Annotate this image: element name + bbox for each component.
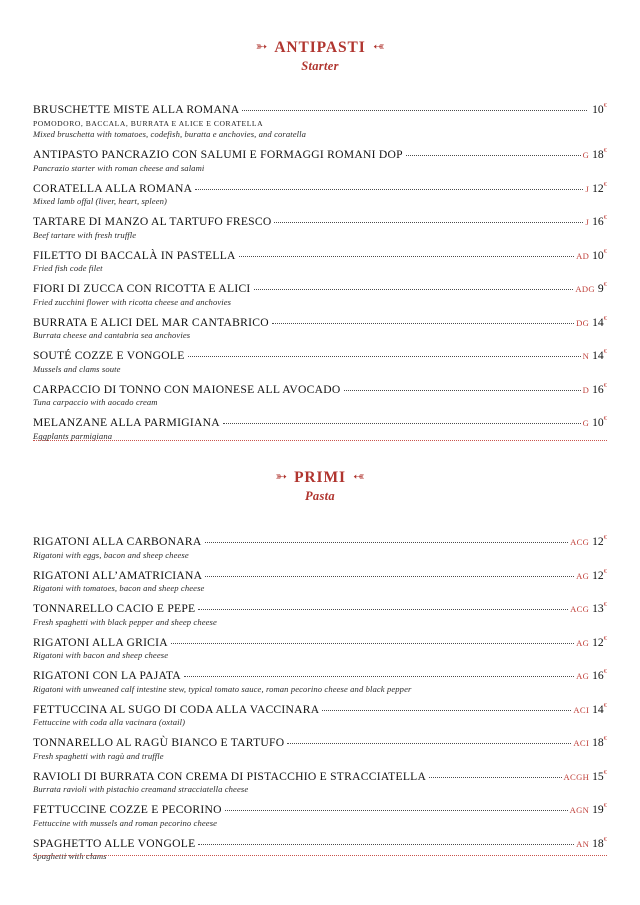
price-amount: 18 <box>592 836 604 850</box>
menu-item <box>33 103 607 139</box>
fleuron-ornament-left-icon: ➳ <box>275 469 288 485</box>
menu-item-price <box>592 803 607 816</box>
menu-item-description: Eggplants parmigiana <box>33 430 113 441</box>
euro-currency-icon: € <box>603 735 607 743</box>
menu-item <box>33 535 607 560</box>
dot-leader <box>287 742 571 744</box>
euro-currency-icon: € <box>603 415 607 423</box>
section-divider-top <box>33 440 607 441</box>
menu-item-price <box>592 148 607 161</box>
menu-item-line <box>33 602 607 615</box>
price-amount: 12 <box>592 535 604 548</box>
menu-item <box>33 383 607 408</box>
section-title-antipasti: ANTIPASTI <box>274 39 366 56</box>
dot-leader <box>205 541 569 543</box>
menu-item-name: SOUTÉ COZZE E VONGOLE <box>33 349 185 362</box>
section-title-row <box>33 40 607 56</box>
price-amount: 14 <box>592 702 604 716</box>
section-subtitle-primi: Pasta <box>305 488 335 503</box>
menu-item-line <box>33 837 607 850</box>
euro-currency-icon: € <box>603 701 607 709</box>
allergen-codes: ACG <box>570 537 590 547</box>
price-amount: 16 <box>592 215 604 228</box>
euro-currency-icon: € <box>603 281 607 289</box>
euro-currency-icon: € <box>603 314 607 322</box>
menu-item-description: Fettuccine with mussels and roman pecorino cheese <box>33 817 218 828</box>
menu-item-line <box>33 103 607 116</box>
dotted-rule <box>33 440 607 441</box>
menu-item-name: CARPACCIO DI TONNO CON MAIONESE ALL AVOCADO <box>33 382 341 396</box>
dot-leader <box>239 255 574 257</box>
menu-item-line <box>33 182 607 195</box>
menu-item-line <box>33 316 607 329</box>
menu-item-name: RIGATONI CON LA PAJATA <box>33 669 181 682</box>
menu-item-ingredients: POMODORO, BACCALA, BURRATA E ALICE E CORATELLA <box>33 118 264 128</box>
euro-currency-icon: € <box>603 768 607 776</box>
fleuron-ornament-left-icon: ➳ <box>255 39 268 55</box>
menu-item-price <box>592 383 607 396</box>
menu-item-name: BURRATA E ALICI DEL MAR CANTABRICO <box>33 315 269 329</box>
price-amount: 13 <box>592 602 604 615</box>
menu-item-description: Fettuccine with coda alla vacinara (oxtail) <box>33 717 186 727</box>
price-amount: 10 <box>592 103 604 116</box>
euro-currency-icon: € <box>603 247 607 255</box>
menu-item-name: TARTARE DI MANZO AL TARTUFO FRESCO <box>33 215 272 228</box>
dotted-rule <box>33 855 607 856</box>
menu-item-price <box>592 636 607 649</box>
menu-item-description: Burrata ravioli with pistachio creamand stracciatella cheese <box>33 784 249 794</box>
menu-item-description: Rigatoni with unweaned calf intestine stew, typical tomato sauce, roman pecorino cheese and black pepper <box>33 683 412 694</box>
allergen-codes: AG <box>576 671 590 681</box>
menu-item-description: Fresh spaghetti with black pepper and sheep cheese <box>33 616 217 627</box>
price-amount: 18 <box>592 148 604 161</box>
menu-item-price <box>592 736 607 749</box>
allergen-codes: J <box>585 217 590 227</box>
dot-leader <box>429 776 561 778</box>
menu-item-name: TONNARELLO AL RAGÙ BIANCO E TARTUFO <box>33 736 285 749</box>
menu-item-name: RIGATONI ALLA GRICIA <box>33 635 168 649</box>
menu-item <box>33 249 607 274</box>
menu-item <box>33 837 607 862</box>
menu-item-line <box>33 416 607 429</box>
menu-items-primi <box>33 535 607 870</box>
menu-item-price <box>592 770 607 783</box>
price-amount: 16 <box>592 382 604 396</box>
menu-item-name: FETTUCCINE COZZE E PECORINO <box>33 803 222 816</box>
menu-item-description: Mixed lamb offal (liver, heart, spleen) <box>33 196 167 206</box>
menu-item-name: RIGATONI ALL’AMATRICIANA <box>33 568 203 582</box>
menu-item <box>33 182 607 207</box>
price-amount: 12 <box>592 635 604 649</box>
menu-item <box>33 569 607 594</box>
allergen-codes: D <box>582 384 590 395</box>
fleuron-ornament-right-icon: ➳ <box>372 39 385 55</box>
price-amount: 14 <box>592 349 604 362</box>
menu-item-line <box>33 383 607 396</box>
price-amount: 19 <box>592 803 604 816</box>
allergen-codes: DG <box>576 317 590 328</box>
menu-item-price <box>592 349 607 362</box>
dot-leader <box>198 608 568 610</box>
menu-item-description: Rigatoni with eggs, bacon and sheep cheese <box>33 549 189 560</box>
section-title-primi: PRIMI <box>294 469 346 486</box>
euro-currency-icon: € <box>603 381 607 389</box>
menu-item-line <box>33 669 607 682</box>
menu-item <box>33 736 607 761</box>
menu-item-line <box>33 770 607 783</box>
menu-item-description: Tuna carpaccio with aocado cream <box>33 397 158 407</box>
menu-items-antipasti <box>33 103 607 450</box>
menu-item-price <box>592 703 607 716</box>
menu-item-line <box>33 535 607 548</box>
menu-item-price <box>592 249 607 262</box>
menu-item-name: MELANZANE ALLA PARMIGIANA <box>33 416 220 429</box>
euro-currency-icon: € <box>603 634 607 642</box>
allergen-codes: AD <box>576 250 590 261</box>
menu-item-name: FETTUCCINA AL SUGO DI CODA ALLA VACCINARA <box>33 702 320 716</box>
menu-item <box>33 770 607 795</box>
price-amount: 16 <box>592 669 604 682</box>
allergen-codes: G <box>582 418 590 428</box>
menu-item-name: RIGATONI ALLA CARBONARA <box>33 535 202 548</box>
menu-item-price <box>592 416 607 429</box>
menu-item <box>33 636 607 661</box>
menu-item-description: Beef tartare with fresh truffle <box>33 229 137 240</box>
dot-leader <box>205 575 574 577</box>
dot-leader <box>198 843 574 845</box>
dot-leader <box>184 675 574 677</box>
menu-item-description: Fresh spaghetti with ragù and truffle <box>33 750 164 761</box>
dot-leader <box>322 709 571 711</box>
euro-currency-icon: € <box>603 348 607 356</box>
dot-leader <box>274 221 583 223</box>
allergen-codes: ACGH <box>563 771 590 782</box>
euro-currency-icon: € <box>603 668 607 676</box>
allergen-codes: ACI <box>573 738 590 748</box>
allergen-codes: ADG <box>575 284 595 294</box>
menu-item-price <box>592 182 607 195</box>
menu-item-line <box>33 703 607 716</box>
fleuron-ornament-right-icon: ➳ <box>352 469 365 485</box>
euro-currency-icon: € <box>603 835 607 843</box>
menu-item-price <box>592 837 607 850</box>
menu-item-name: SPAGHETTO ALLE VONGOLE <box>33 836 196 850</box>
menu-item-price <box>592 669 607 682</box>
menu-item <box>33 215 607 240</box>
menu-item-name: RAVIOLI DI BURRATA CON CREMA DI PISTACCHIO E STRACCIATELLA <box>33 769 427 783</box>
menu-item <box>33 803 607 828</box>
dot-leader <box>242 109 587 111</box>
menu-item-name: TONNARELLO CACIO E PEPE <box>33 602 196 615</box>
dot-leader <box>188 355 581 357</box>
price-amount: 9 <box>597 282 604 295</box>
price-amount: 18 <box>592 736 604 749</box>
euro-currency-icon: € <box>603 534 607 542</box>
menu-item-description: Rigatoni with bacon and sheep cheese <box>33 650 169 660</box>
menu-item <box>33 349 607 374</box>
menu-item-price <box>592 215 607 228</box>
menu-item-name: FIORI DI ZUCCA CON RICOTTA E ALICI <box>33 282 251 295</box>
price-amount: 15 <box>592 769 604 783</box>
dot-leader <box>344 389 581 391</box>
menu-item <box>33 669 607 694</box>
section-title-row <box>33 470 607 486</box>
allergen-codes: AN <box>576 838 590 849</box>
menu-item-line <box>33 215 607 228</box>
menu-item <box>33 148 607 173</box>
menu-item-name: BRUSCHETTE MISTE ALLA ROMANA <box>33 103 240 116</box>
menu-item <box>33 316 607 341</box>
allergen-codes: ACG <box>570 604 590 614</box>
dot-leader <box>171 642 574 644</box>
menu-item-price <box>598 282 607 295</box>
menu-item-description: Rigatoni with tomatoes, bacon and sheep cheese <box>33 583 205 593</box>
section-subtitle-antipasti: Starter <box>301 58 339 73</box>
section-divider-bottom <box>33 855 607 856</box>
price-amount: 12 <box>592 181 604 195</box>
menu-item-line <box>33 636 607 649</box>
price-amount: 12 <box>592 568 604 582</box>
euro-currency-icon: € <box>603 567 607 575</box>
allergen-codes: AG <box>576 637 590 648</box>
menu-item-description: Pancrazio starter with roman cheese and salami <box>33 162 205 173</box>
menu-item-description: Mussels and clams soute <box>33 363 121 374</box>
menu-item-description: Mixed bruschetta with tomatoes, codefish, buratta e anchovies, and coratella <box>33 129 307 139</box>
dot-leader <box>406 154 581 156</box>
menu-item-name: CORATELLA ALLA ROMANA <box>33 181 193 195</box>
euro-currency-icon: € <box>603 802 607 810</box>
menu-item-description: Fried fish code filet <box>33 263 103 273</box>
section-header-antipasti <box>33 40 607 74</box>
allergen-codes: N <box>582 351 590 361</box>
allergen-codes: G <box>582 150 590 160</box>
menu-item-line <box>33 736 607 749</box>
dot-leader <box>223 422 581 424</box>
menu-item <box>33 416 607 441</box>
dot-leader <box>254 288 574 290</box>
euro-currency-icon: € <box>603 147 607 155</box>
euro-currency-icon: € <box>603 601 607 609</box>
section-header-primi <box>33 470 607 504</box>
menu-item-price <box>592 316 607 329</box>
allergen-codes: J <box>585 183 590 194</box>
euro-currency-icon: € <box>603 180 607 188</box>
menu-item-description: Fried zucchini flower with ricotta cheese and anchovies <box>33 296 232 307</box>
menu-item-line <box>33 148 607 161</box>
menu-item-name: ANTIPASTO PANCRAZIO CON SALUMI E FORMAGGI ROMANI DOP <box>33 148 403 161</box>
menu-item-line <box>33 282 607 295</box>
menu-item <box>33 282 607 307</box>
menu-item-price <box>592 535 607 548</box>
euro-currency-icon: € <box>603 214 607 222</box>
price-amount: 10 <box>592 416 604 429</box>
menu-item-line <box>33 803 607 816</box>
menu-item-line <box>33 249 607 262</box>
menu-item-line <box>33 349 607 362</box>
menu-item-description: Spaghetti with clams <box>33 851 107 861</box>
dot-leader <box>272 322 574 324</box>
menu-item-price <box>592 103 607 116</box>
menu-item-description: Burrata cheese and cantabria sea anchovies <box>33 330 191 340</box>
menu-item <box>33 602 607 627</box>
euro-currency-icon: € <box>603 102 607 110</box>
price-amount: 10 <box>592 248 604 262</box>
allergen-codes: ACI <box>573 704 590 715</box>
dot-leader <box>225 809 568 811</box>
allergen-codes: AGN <box>569 805 590 815</box>
menu-item-name: FILETTO DI BACCALÀ IN PASTELLA <box>33 248 236 262</box>
menu-item <box>33 703 607 728</box>
dot-leader <box>195 188 583 190</box>
menu-item-price <box>592 602 607 615</box>
menu-item-price <box>592 569 607 582</box>
allergen-codes: AG <box>576 570 590 581</box>
price-amount: 14 <box>592 315 604 329</box>
menu-item-line <box>33 569 607 582</box>
